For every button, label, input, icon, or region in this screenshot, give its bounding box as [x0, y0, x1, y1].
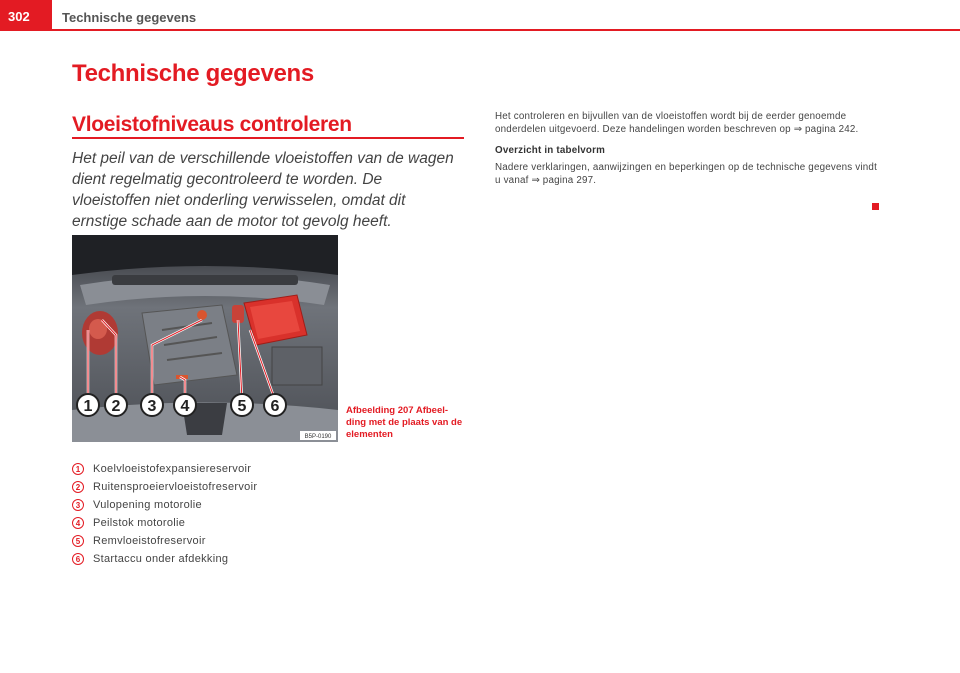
figure-code: B5P-0190: [304, 434, 332, 440]
legend-item: [72, 514, 257, 532]
header-rule: [0, 29, 960, 31]
callout-2: [105, 394, 127, 416]
main-title: Technische gegevens: [72, 60, 314, 87]
legend-item: [72, 478, 257, 496]
svg-text:6: 6: [270, 398, 280, 415]
callout-1: [77, 394, 99, 416]
svg-text:4: 4: [180, 398, 190, 415]
svg-text:5: 5: [237, 398, 247, 415]
svg-text:1: 1: [83, 398, 93, 415]
section-title: Vloeistofniveaus controleren: [72, 113, 352, 136]
info-paragraph: Nadere verklaringen, aanwijzingen en beperkingen op de technische gegevens vindt u vanaf ⇒ pagina 297.: [495, 162, 877, 186]
page-number-box: [0, 0, 52, 30]
intro-text: Het peil van de verschillende vloeistoffen van de wagen dient regelmatig gecontroleerd te worden. De vloeistoffen niet onderling verwisselen, omdat dit ernstige schade aan de motor tot gevolg heeft.: [72, 150, 454, 230]
legend-number: 3: [72, 499, 84, 511]
legend-list: [72, 460, 257, 568]
engine-bay-figure: [72, 235, 338, 442]
figure-caption: Afbeelding 207 Afbeelding met de plaats van de elementen: [346, 405, 463, 440]
legend-item: [72, 532, 257, 550]
engine-bay-illustration: [72, 235, 338, 442]
legend-number: 4: [72, 517, 84, 529]
intro-paragraph: Het controleren en bijvullen van de vloeistoffen wordt bij de eerder genoemde onderdelen uitgevoerd. Deze handelingen worden beschreven op ⇒ pagina 242.: [495, 111, 859, 135]
legend-number: 2: [72, 481, 84, 493]
legend-number: 5: [72, 535, 84, 547]
right-column: [495, 110, 880, 195]
table-overview-heading: Overzicht in tabelvorm: [495, 145, 606, 156]
svg-text:2: 2: [111, 398, 121, 415]
callout-3: [141, 394, 163, 416]
legend-text: Ruitensproeiervloeistofreservoir: [93, 481, 258, 493]
legend-item: [72, 460, 257, 478]
legend-item: [72, 550, 257, 568]
legend-item: [72, 496, 257, 514]
legend-text: Vulopening motorolie: [93, 499, 202, 511]
callout-6: [264, 394, 286, 416]
legend-text: Startaccu onder afdekking: [93, 553, 229, 565]
legend-text: Peilstok motorolie: [93, 517, 186, 529]
svg-text:3: 3: [147, 398, 157, 415]
page-number: 302: [8, 9, 30, 24]
legend-number: 1: [72, 463, 84, 475]
section-rule: [72, 137, 464, 139]
section-end-marker: [872, 203, 879, 210]
header-title: Technische gegevens: [62, 10, 197, 25]
callout-5: [231, 394, 253, 416]
callout-4: [174, 394, 196, 416]
legend-text: Remvloeistofreservoir: [93, 535, 206, 547]
legend-text: Koelvloeistofexpansiereservoir: [93, 463, 252, 475]
legend-number: 6: [72, 553, 84, 565]
